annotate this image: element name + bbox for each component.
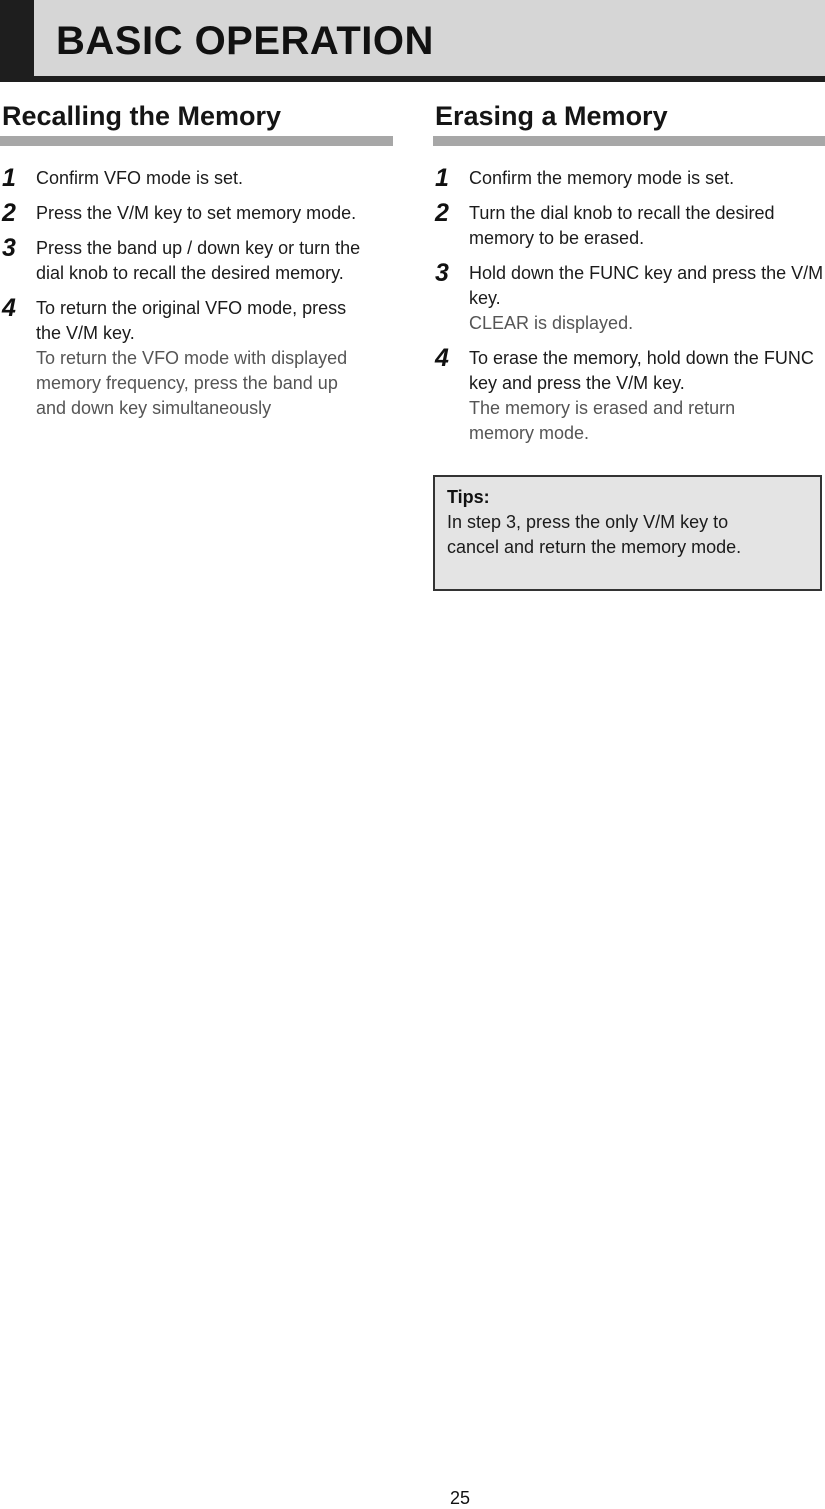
page-number: 25 <box>449 1488 471 1508</box>
step-number: 4 <box>435 344 449 372</box>
step-text: Press the V/M key to set memory mode. <box>36 203 357 223</box>
step-text: To return the original VFO mode, press the V/M key. <box>36 298 347 343</box>
section-rule <box>0 136 393 146</box>
step-number: 3 <box>2 234 16 262</box>
tips-box <box>433 475 822 591</box>
step-number: 1 <box>2 164 16 192</box>
step-text: Confirm the memory mode is set. <box>469 168 735 188</box>
step-text: To erase the memory, hold down the FUNC key and press the V/M key. <box>469 348 814 393</box>
tips-text: In step 3, press the only V/M key to cancel and return the memory mode. <box>447 512 742 557</box>
erase-step-1 <box>433 166 825 191</box>
erase-steps-list <box>433 166 825 446</box>
erase-step-2 <box>433 201 825 251</box>
step-number: 1 <box>435 164 449 192</box>
step-note: CLEAR is displayed. <box>469 313 634 333</box>
step-text: Confirm VFO mode is set. <box>36 168 244 188</box>
section-title-recall: Recalling the Memory <box>2 101 282 131</box>
recall-step-1 <box>0 166 393 191</box>
recall-step-3 <box>0 236 393 286</box>
recall-memory-section <box>0 98 393 431</box>
header-underline <box>0 76 825 82</box>
section-title-erase: Erasing a Memory <box>435 101 668 131</box>
header-accent-block <box>0 0 34 82</box>
step-number: 4 <box>2 294 16 322</box>
tips-title: Tips: <box>447 487 490 507</box>
page-title: BASIC OPERATION <box>56 19 434 63</box>
step-number: 2 <box>435 199 449 227</box>
recall-step-4 <box>0 296 393 421</box>
erase-step-4 <box>433 346 825 446</box>
page-header <box>0 0 825 82</box>
recall-steps-list <box>0 166 393 421</box>
section-rule <box>433 136 825 146</box>
step-number: 2 <box>2 199 16 227</box>
step-text: Press the band up / down key or turn the dial knob to recall the desired memory. <box>36 238 361 283</box>
step-number: 3 <box>435 259 449 287</box>
recall-step-2 <box>0 201 393 226</box>
step-text: Turn the dial knob to recall the desired memory to be erased. <box>469 203 775 248</box>
erase-step-3 <box>433 261 825 336</box>
step-text: Hold down the FUNC key and press the V/M key. <box>469 263 824 308</box>
erase-memory-section <box>433 98 825 456</box>
step-note: The memory is erased and return memory mode. <box>469 398 736 443</box>
step-note: To return the VFO mode with displayed memory frequency, press the band up and down key simultaneously <box>36 348 348 418</box>
